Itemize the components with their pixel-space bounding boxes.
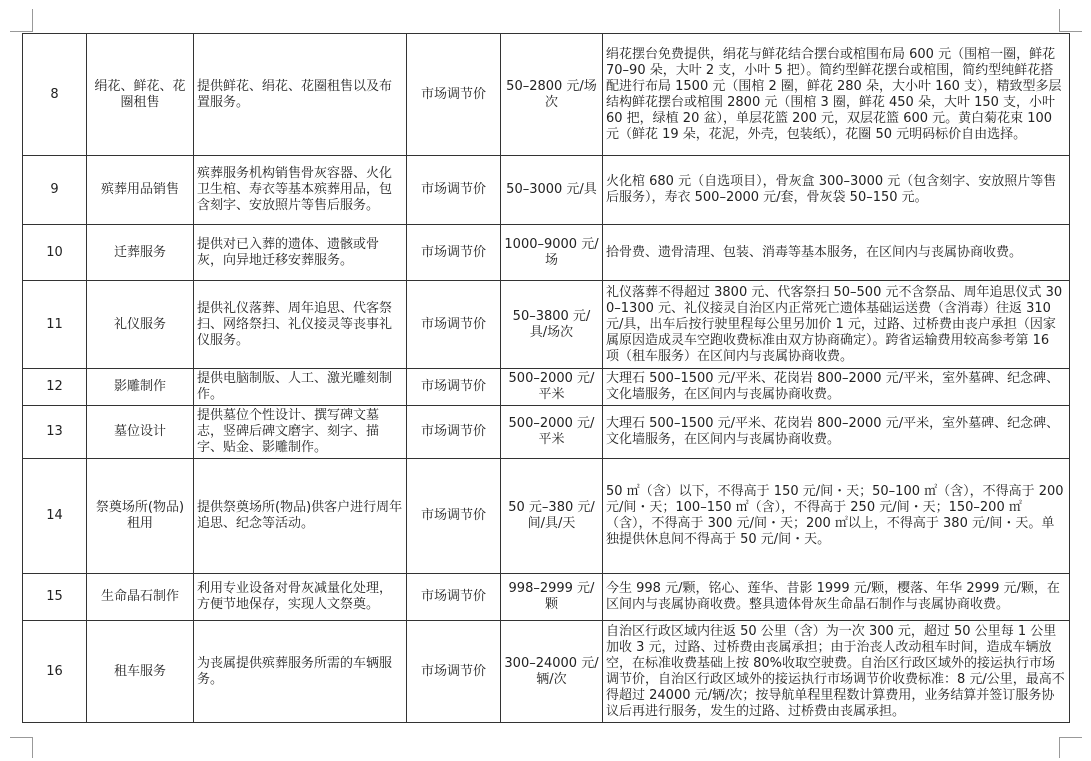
service-content: 利用专业设备对骨灰减量化处理，方便节地保存，实现人文祭奠。 xyxy=(194,574,407,621)
service-content: 提供对已入葬的遗体、遗骸或骨灰，向异地迁移安葬服务。 xyxy=(194,225,407,281)
service-name: 绢花、鲜花、花圈租售 xyxy=(87,34,194,156)
pricing-type: 市场调节价 xyxy=(407,281,501,369)
service-content: 提供祭奠场所(物品)供客户进行周年追思、纪念等活动。 xyxy=(194,459,407,574)
table-row xyxy=(23,156,1070,225)
price-note: 自治区行政区域内往返 50 公里（含）为一次 300 元，超过 50 公里每 1 公里加收 3 元，过路、过桥费由丧属承担；由于治丧人改动租车时间，造成车辆放空，在标准收费基础上按 80%收取空驶费。自治区行政区域外的接运执行市场调节价，自治区行政区域外的接运执行市场调节价收费标准：8 元/公里，最高不得超过 24000 元/辆/次；按导航单程里程数计算费用，业务结算并签订服务协议后再进行服务，发生的过路、过桥费由丧属承担。 xyxy=(603,621,1070,723)
price-range: 50–3800 元/具/场次 xyxy=(501,281,603,369)
service-name: 殡葬用品销售 xyxy=(87,156,194,225)
service-content: 为丧属提供殡葬服务所需的车辆服务。 xyxy=(194,621,407,723)
pricing-type: 市场调节价 xyxy=(407,459,501,574)
price-range: 500–2000 元/平米 xyxy=(501,369,603,406)
price-range: 300–24000 元/辆/次 xyxy=(501,621,603,723)
table-row xyxy=(23,281,1070,369)
price-note: 50 ㎡（含）以下，不得高于 150 元/间・天；50–100 ㎡（含），不得高于 200 元/间・天；100–150 ㎡（含），不得高于 250 元/间・天；150–200 ㎡（含），不得高于 300 元/间・天；200 ㎡以上，不得高于 380 元/间・天。单独提供休息间不得高于 50 元/间・天。 xyxy=(603,459,1070,574)
price-range: 50 元–380 元/间/具/天 xyxy=(501,459,603,574)
row-number: 10 xyxy=(23,225,87,281)
row-number: 16 xyxy=(23,621,87,723)
service-name: 影雕制作 xyxy=(87,369,194,406)
service-name: 生命晶石制作 xyxy=(87,574,194,621)
service-name: 礼仪服务 xyxy=(87,281,194,369)
crop-mark-top-left xyxy=(10,9,33,32)
row-number: 12 xyxy=(23,369,87,406)
price-range: 50–3000 元/具 xyxy=(501,156,603,225)
price-note: 大理石 500–1500 元/平米、花岗岩 800–2000 元/平米，室外墓碑、纪念碑、文化墙服务，在区间内与丧属协商收费。 xyxy=(603,406,1070,459)
service-content: 殡葬服务机构销售骨灰容器、火化卫生棺、寿衣等基本殡葬用品，包含刻字、安放照片等售后服务。 xyxy=(194,156,407,225)
price-note: 礼仪落葬不得超过 3800 元、代客祭扫 50–500 元不含祭品、周年追思仪式 300–1300 元、礼仪接灵自治区内正常死亡遗体基础运送费（含消毒）往返 310 元/具，出车后按行驶里程每公里另加价 1 元，过路、过桥费由丧户承担（因家属原因造成灵车空跑收费标准由双方协商确定）。跨省运输费用较高参考第 16 项（租车服务）在区间内与丧属协商收费。 xyxy=(603,281,1070,369)
pricing-type: 市场调节价 xyxy=(407,621,501,723)
service-content: 提供礼仪落葬、周年追思、代客祭扫、网络祭扫、礼仪接灵等丧事礼仪服务。 xyxy=(194,281,407,369)
crop-mark-bottom-left xyxy=(10,737,33,758)
service-name: 墓位设计 xyxy=(87,406,194,459)
table-row xyxy=(23,369,1070,406)
row-number: 15 xyxy=(23,574,87,621)
row-number: 11 xyxy=(23,281,87,369)
price-note: 今生 998 元/颗，铭心、莲华、昔影 1999 元/颗，樱落、年华 2999 元/颗，在区间内与丧属协商收费。整具遗体骨灰生命晶石制作与丧属协商收费。 xyxy=(603,574,1070,621)
price-note: 绢花摆台免费提供，绢花与鲜花结合摆台或棺围布局 600 元（围棺一圈，鲜花 70–90 朵，大叶 2 支，小叶 5 把）。简约型鲜花摆台或棺围，简约型纯鲜花搭配进行布局 1500 元（围棺 2 圈，鲜花 280 朵，大小叶 160 支），精致型多层结构鲜花摆台或棺围 2800 元（围棺 3 圈，鲜花 450 朵，大叶 150 支，小叶 60 把，绿植 20 盆），单层花篮 200 元，双层花篮 600 元。黄白菊花束 100 元（鲜花 19 朵，花泥，外壳，包装纸），花圈 50 元明码标价自由选择。 xyxy=(603,34,1070,156)
table-row xyxy=(23,34,1070,156)
row-number: 14 xyxy=(23,459,87,574)
crop-mark-top-right xyxy=(1059,9,1082,32)
fee-table xyxy=(22,33,1070,723)
pricing-type: 市场调节价 xyxy=(407,34,501,156)
pricing-type: 市场调节价 xyxy=(407,156,501,225)
table-row xyxy=(23,621,1070,723)
service-content: 提供鲜花、绢花、花圈租售以及布置服务。 xyxy=(194,34,407,156)
service-content: 提供墓位个性设计、撰写碑文墓志，竖碑后碑文磨字、刻字、描字、贴金、影雕制作。 xyxy=(194,406,407,459)
price-note: 火化棺 680 元（自选项目），骨灰盒 300–3000 元（包含刻字、安放照片等售后服务），寿衣 500–2000 元/套，骨灰袋 50–150 元。 xyxy=(603,156,1070,225)
price-range: 998–2999 元/颗 xyxy=(501,574,603,621)
table-row xyxy=(23,574,1070,621)
table-row xyxy=(23,406,1070,459)
service-name: 迁葬服务 xyxy=(87,225,194,281)
row-number: 13 xyxy=(23,406,87,459)
table-row xyxy=(23,459,1070,574)
price-note: 大理石 500–1500 元/平米、花岗岩 800–2000 元/平米，室外墓碑、纪念碑、文化墙服务，在区间内与丧属协商收费。 xyxy=(603,369,1070,406)
price-range: 1000–9000 元/场 xyxy=(501,225,603,281)
table-row xyxy=(23,225,1070,281)
pricing-type: 市场调节价 xyxy=(407,225,501,281)
price-note: 拾骨费、遗骨清理、包装、消毒等基本服务，在区间内与丧属协商收费。 xyxy=(603,225,1070,281)
service-name: 祭奠场所(物品)租用 xyxy=(87,459,194,574)
row-number: 8 xyxy=(23,34,87,156)
service-name: 租车服务 xyxy=(87,621,194,723)
crop-mark-bottom-right xyxy=(1059,737,1082,758)
price-range: 500–2000 元/平米 xyxy=(501,406,603,459)
row-number: 9 xyxy=(23,156,87,225)
price-range: 50–2800 元/场次 xyxy=(501,34,603,156)
pricing-type: 市场调节价 xyxy=(407,406,501,459)
service-content: 提供电脑制版、人工、激光雕刻制作。 xyxy=(194,369,407,406)
pricing-type: 市场调节价 xyxy=(407,574,501,621)
pricing-type: 市场调节价 xyxy=(407,369,501,406)
